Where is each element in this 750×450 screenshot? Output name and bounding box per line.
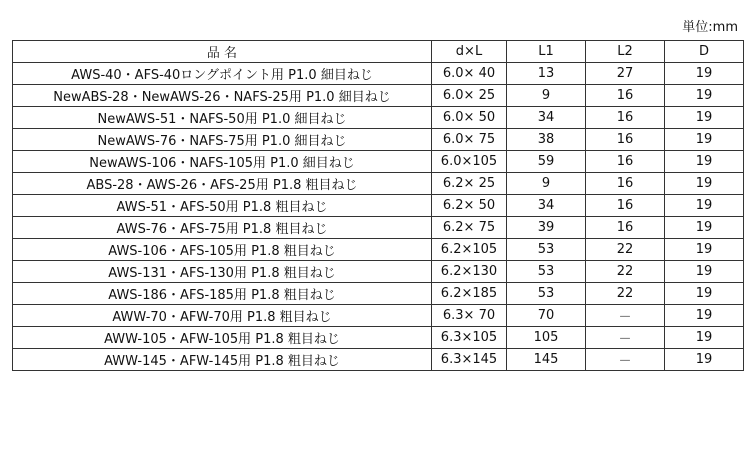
cell-l2: 27 xyxy=(586,63,665,85)
cell-d: 19 xyxy=(665,349,744,371)
cell-d: 19 xyxy=(665,239,744,261)
cell-dl: 6.3×145 xyxy=(432,349,507,371)
header-d: D xyxy=(665,41,744,63)
header-l1: L1 xyxy=(507,41,586,63)
cell-dl: 6.0× 50 xyxy=(432,107,507,129)
cell-dl: 6.2× 25 xyxy=(432,173,507,195)
table-row xyxy=(13,151,744,173)
table-row xyxy=(13,85,744,107)
table-row xyxy=(13,129,744,151)
cell-name: NewAWS-76・NAFS-75用 P1.0 細目ねじ xyxy=(13,129,432,151)
table-row xyxy=(13,283,744,305)
spec-table xyxy=(12,40,744,371)
cell-l2: 16 xyxy=(586,107,665,129)
cell-name: AWS-76・AFS-75用 P1.8 粗目ねじ xyxy=(13,217,432,239)
cell-d: 19 xyxy=(665,217,744,239)
cell-dl: 6.3× 70 xyxy=(432,305,507,327)
cell-name: AWS-106・AFS-105用 P1.8 粗目ねじ xyxy=(13,239,432,261)
table-row xyxy=(13,195,744,217)
cell-l1: 9 xyxy=(507,173,586,195)
cell-l1: 39 xyxy=(507,217,586,239)
table-row xyxy=(13,173,744,195)
cell-d: 19 xyxy=(665,327,744,349)
cell-l1: 53 xyxy=(507,261,586,283)
cell-l1: 9 xyxy=(507,85,586,107)
cell-name: AWS-40・AFS-40ロングポイント用 P1.0 細目ねじ xyxy=(13,63,432,85)
cell-l2: － xyxy=(586,349,665,371)
cell-l2: 22 xyxy=(586,283,665,305)
table-row xyxy=(13,261,744,283)
unit-label: 単位:mm xyxy=(682,20,738,35)
table-row xyxy=(13,349,744,371)
header-dl: d×L xyxy=(432,41,507,63)
cell-l1: 53 xyxy=(507,283,586,305)
cell-l2: 16 xyxy=(586,151,665,173)
cell-l1: 13 xyxy=(507,63,586,85)
table-row xyxy=(13,107,744,129)
cell-dl: 6.2×105 xyxy=(432,239,507,261)
header-l2: L2 xyxy=(586,41,665,63)
cell-dl: 6.3×105 xyxy=(432,327,507,349)
cell-l2: － xyxy=(586,327,665,349)
cell-l1: 34 xyxy=(507,107,586,129)
cell-l1: 105 xyxy=(507,327,586,349)
cell-d: 19 xyxy=(665,261,744,283)
cell-name: NewABS-28・NewAWS-26・NAFS-25用 P1.0 細目ねじ xyxy=(13,85,432,107)
cell-dl: 6.2×185 xyxy=(432,283,507,305)
cell-l1: 70 xyxy=(507,305,586,327)
cell-name: AWS-186・AFS-185用 P1.8 粗目ねじ xyxy=(13,283,432,305)
cell-l1: 145 xyxy=(507,349,586,371)
cell-l1: 38 xyxy=(507,129,586,151)
cell-d: 19 xyxy=(665,85,744,107)
cell-name: AWS-51・AFS-50用 P1.8 粗目ねじ xyxy=(13,195,432,217)
cell-d: 19 xyxy=(665,107,744,129)
table-row xyxy=(13,217,744,239)
cell-l1: 34 xyxy=(507,195,586,217)
header-name: 品 名 xyxy=(13,41,432,63)
cell-d: 19 xyxy=(665,129,744,151)
table-row xyxy=(13,327,744,349)
cell-d: 19 xyxy=(665,305,744,327)
cell-l2: 22 xyxy=(586,239,665,261)
table-header xyxy=(13,41,744,63)
cell-dl: 6.0× 40 xyxy=(432,63,507,85)
cell-d: 19 xyxy=(665,283,744,305)
table-row xyxy=(13,239,744,261)
cell-name: ABS-28・AWS-26・AFS-25用 P1.8 粗目ねじ xyxy=(13,173,432,195)
cell-dl: 6.2× 75 xyxy=(432,217,507,239)
cell-d: 19 xyxy=(665,195,744,217)
cell-dl: 6.2×130 xyxy=(432,261,507,283)
cell-dl: 6.0× 25 xyxy=(432,85,507,107)
header-row xyxy=(13,41,744,63)
cell-l2: 16 xyxy=(586,195,665,217)
cell-dl: 6.0×105 xyxy=(432,151,507,173)
cell-l2: 22 xyxy=(586,261,665,283)
cell-l2: 16 xyxy=(586,217,665,239)
cell-l2: － xyxy=(586,305,665,327)
cell-name: AWW-105・AFW-105用 P1.8 粗目ねじ xyxy=(13,327,432,349)
cell-d: 19 xyxy=(665,173,744,195)
cell-l2: 16 xyxy=(586,173,665,195)
cell-l2: 16 xyxy=(586,129,665,151)
table-row xyxy=(13,305,744,327)
cell-name: AWW-145・AFW-145用 P1.8 粗目ねじ xyxy=(13,349,432,371)
cell-name: AWS-131・AFS-130用 P1.8 粗目ねじ xyxy=(13,261,432,283)
cell-dl: 6.2× 50 xyxy=(432,195,507,217)
cell-l1: 59 xyxy=(507,151,586,173)
cell-d: 19 xyxy=(665,151,744,173)
cell-name: AWW-70・AFW-70用 P1.8 粗目ねじ xyxy=(13,305,432,327)
cell-l1: 53 xyxy=(507,239,586,261)
table-row xyxy=(13,63,744,85)
cell-dl: 6.0× 75 xyxy=(432,129,507,151)
cell-l2: 16 xyxy=(586,85,665,107)
cell-name: NewAWS-51・NAFS-50用 P1.0 細目ねじ xyxy=(13,107,432,129)
cell-name: NewAWS-106・NAFS-105用 P1.0 細目ねじ xyxy=(13,151,432,173)
cell-d: 19 xyxy=(665,63,744,85)
table-body xyxy=(13,63,744,371)
